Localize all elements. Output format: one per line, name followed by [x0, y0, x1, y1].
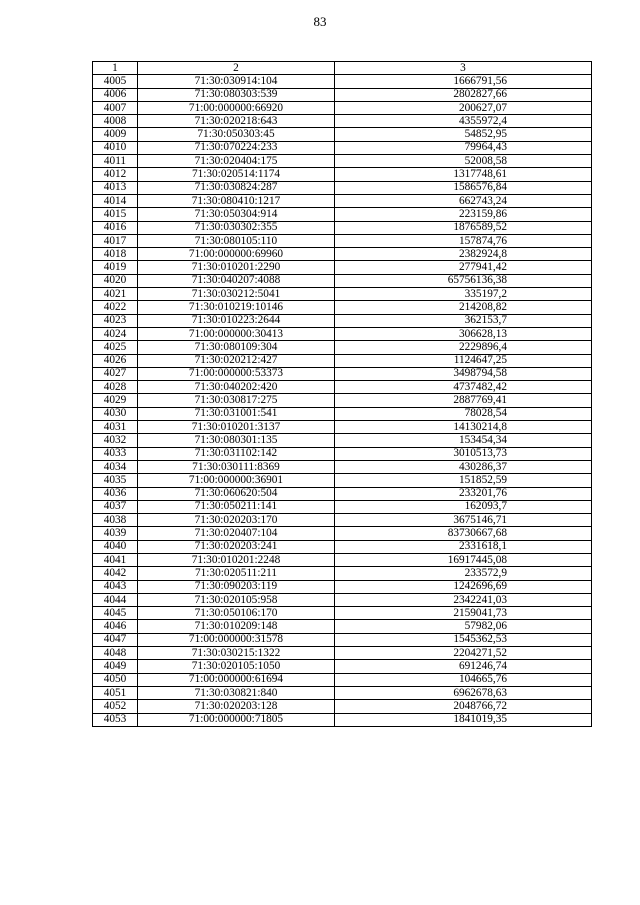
value-cell: 65756136,38: [335, 274, 592, 287]
row-index-cell: 4023: [93, 314, 138, 327]
value-cell: 1545362,53: [335, 633, 592, 646]
value-cell: 335197,2: [335, 288, 592, 301]
row-index-cell: 4051: [93, 686, 138, 699]
cadastral-number-cell: 71:30:020203:128: [138, 700, 335, 713]
value-cell: 2342241,03: [335, 593, 592, 606]
cadastral-number-cell: 71:00:000000:69960: [138, 248, 335, 261]
value-cell: 78028,54: [335, 407, 592, 420]
value-cell: 2802827,66: [335, 88, 592, 101]
row-index-cell: 4011: [93, 155, 138, 168]
table-row: [93, 580, 592, 593]
cadastral-number-cell: 71:30:010209:148: [138, 620, 335, 633]
table-row: [93, 447, 592, 460]
row-index-cell: 4050: [93, 673, 138, 686]
cadastral-number-cell: 71:30:050211:141: [138, 500, 335, 513]
cadastral-number-cell: 71:30:030111:8369: [138, 460, 335, 473]
table-row: [93, 141, 592, 154]
table-row: [93, 593, 592, 606]
table-row: [93, 567, 592, 580]
value-cell: 362153,7: [335, 314, 592, 327]
row-index-cell: 4031: [93, 421, 138, 434]
cadastral-number-cell: 71:30:050304:914: [138, 208, 335, 221]
row-index-cell: 4026: [93, 354, 138, 367]
cadastral-number-cell: 71:30:030817:275: [138, 394, 335, 407]
row-index-cell: 4033: [93, 447, 138, 460]
value-cell: 54852,95: [335, 128, 592, 141]
row-index-cell: 4015: [93, 208, 138, 221]
row-index-cell: 4041: [93, 553, 138, 566]
row-index-cell: 4052: [93, 700, 138, 713]
table-row: [93, 660, 592, 673]
value-cell: 2887769,41: [335, 394, 592, 407]
value-cell: 1242696,69: [335, 580, 592, 593]
table-row: [93, 341, 592, 354]
cadastral-number-cell: 71:30:020218:643: [138, 115, 335, 128]
cadastral-number-cell: 71:30:020212:427: [138, 354, 335, 367]
table-row: [93, 460, 592, 473]
cadastral-number-cell: 71:30:031102:142: [138, 447, 335, 460]
value-cell: 233572,9: [335, 567, 592, 580]
cadastral-number-cell: 71:30:020203:241: [138, 540, 335, 553]
cadastral-number-cell: 71:30:010223:2644: [138, 314, 335, 327]
cadastral-number-cell: 71:30:010201:2290: [138, 261, 335, 274]
row-index-cell: 4018: [93, 248, 138, 261]
table-row: [93, 354, 592, 367]
table-row: [93, 168, 592, 181]
row-index-cell: 4030: [93, 407, 138, 420]
table-row: [93, 367, 592, 380]
value-cell: 430286,37: [335, 460, 592, 473]
table-row: [93, 527, 592, 540]
cadastral-number-cell: 71:30:010201:2248: [138, 553, 335, 566]
cadastral-number-cell: 71:30:020105:958: [138, 593, 335, 606]
table-row: [93, 274, 592, 287]
value-cell: 1586576,84: [335, 181, 592, 194]
row-index-cell: 4048: [93, 647, 138, 660]
value-cell: 691246,74: [335, 660, 592, 673]
value-cell: 57982,06: [335, 620, 592, 633]
table-row: [93, 75, 592, 88]
value-cell: 1124647,25: [335, 354, 592, 367]
value-cell: 2048766,72: [335, 700, 592, 713]
cadastral-number-cell: 71:00:000000:30413: [138, 327, 335, 340]
column-header-index: 1: [93, 62, 138, 75]
value-cell: 6962678,63: [335, 686, 592, 699]
value-cell: 1841019,35: [335, 713, 592, 726]
table-row: [93, 700, 592, 713]
value-cell: 52008,58: [335, 155, 592, 168]
table-header-row: [93, 62, 592, 75]
value-cell: 1666791,56: [335, 75, 592, 88]
cadastral-number-cell: 71:00:000000:71805: [138, 713, 335, 726]
value-cell: 306628,13: [335, 327, 592, 340]
table-row: [93, 288, 592, 301]
column-header-cadastral-number: 2: [138, 62, 335, 75]
cadastral-number-cell: 71:30:030215:1322: [138, 647, 335, 660]
table-row: [93, 553, 592, 566]
table-row: [93, 88, 592, 101]
table-row: [93, 101, 592, 114]
value-cell: 200627,07: [335, 101, 592, 114]
table-row: [93, 407, 592, 420]
table-row: [93, 115, 592, 128]
row-index-cell: 4045: [93, 607, 138, 620]
cadastral-number-cell: 71:30:020407:104: [138, 527, 335, 540]
value-cell: 1317748,61: [335, 168, 592, 181]
table-row: [93, 713, 592, 726]
value-cell: 277941,42: [335, 261, 592, 274]
value-cell: 3675146,71: [335, 514, 592, 527]
row-index-cell: 4013: [93, 181, 138, 194]
table-row: [93, 434, 592, 447]
table-row: [93, 155, 592, 168]
row-index-cell: 4046: [93, 620, 138, 633]
value-cell: 162093,7: [335, 500, 592, 513]
row-index-cell: 4016: [93, 221, 138, 234]
value-cell: 2331618,1: [335, 540, 592, 553]
row-index-cell: 4053: [93, 713, 138, 726]
row-index-cell: 4047: [93, 633, 138, 646]
row-index-cell: 4034: [93, 460, 138, 473]
cadastral-number-cell: 71:00:000000:66920: [138, 101, 335, 114]
cadastral-number-cell: 71:30:080303:539: [138, 88, 335, 101]
row-index-cell: 4044: [93, 593, 138, 606]
cadastral-number-cell: 71:30:030212:5041: [138, 288, 335, 301]
row-index-cell: 4007: [93, 101, 138, 114]
value-cell: 2229896,4: [335, 341, 592, 354]
row-index-cell: 4025: [93, 341, 138, 354]
cadastral-number-cell: 71:30:080105:110: [138, 234, 335, 247]
row-index-cell: 4032: [93, 434, 138, 447]
table-row: [93, 181, 592, 194]
value-cell: 233201,76: [335, 487, 592, 500]
cadastral-number-cell: 71:30:030914:104: [138, 75, 335, 88]
value-cell: 3498794,58: [335, 367, 592, 380]
row-index-cell: 4042: [93, 567, 138, 580]
table-row: [93, 128, 592, 141]
cadastral-number-cell: 71:30:040202:420: [138, 381, 335, 394]
value-cell: 83730667,68: [335, 527, 592, 540]
cadastral-number-cell: 71:00:000000:36901: [138, 474, 335, 487]
row-index-cell: 4019: [93, 261, 138, 274]
cadastral-number-cell: 71:00:000000:31578: [138, 633, 335, 646]
table-row: [93, 381, 592, 394]
row-index-cell: 4017: [93, 234, 138, 247]
cadastral-number-cell: 71:30:080410:1217: [138, 194, 335, 207]
value-cell: 14130214,8: [335, 421, 592, 434]
row-index-cell: 4014: [93, 194, 138, 207]
row-index-cell: 4006: [93, 88, 138, 101]
cadastral-number-cell: 71:30:030824:287: [138, 181, 335, 194]
value-cell: 1876589,52: [335, 221, 592, 234]
table-row: [93, 248, 592, 261]
cadastral-number-cell: 71:30:020511:211: [138, 567, 335, 580]
value-cell: 16917445,08: [335, 553, 592, 566]
table-body: [93, 75, 592, 727]
row-index-cell: 4040: [93, 540, 138, 553]
table-row: [93, 633, 592, 646]
table-row: [93, 647, 592, 660]
cadastral-number-cell: 71:30:030302:355: [138, 221, 335, 234]
row-index-cell: 4038: [93, 514, 138, 527]
row-index-cell: 4039: [93, 527, 138, 540]
row-index-cell: 4029: [93, 394, 138, 407]
row-index-cell: 4049: [93, 660, 138, 673]
cadastral-number-cell: 71:30:010219:10146: [138, 301, 335, 314]
table-row: [93, 673, 592, 686]
cadastral-number-cell: 71:30:060620:504: [138, 487, 335, 500]
table-row: [93, 234, 592, 247]
table-row: [93, 221, 592, 234]
cadastral-number-cell: 71:30:090203:119: [138, 580, 335, 593]
table-row: [93, 500, 592, 513]
row-index-cell: 4020: [93, 274, 138, 287]
value-cell: 151852,59: [335, 474, 592, 487]
row-index-cell: 4035: [93, 474, 138, 487]
value-cell: 214208,82: [335, 301, 592, 314]
row-index-cell: 4009: [93, 128, 138, 141]
value-cell: 3010513,73: [335, 447, 592, 460]
value-cell: 223159,86: [335, 208, 592, 221]
cadastral-value-table: [92, 61, 592, 727]
cadastral-number-cell: 71:30:010201:3137: [138, 421, 335, 434]
table-row: [93, 194, 592, 207]
value-cell: 2382924,8: [335, 248, 592, 261]
cadastral-number-cell: 71:30:050106:170: [138, 607, 335, 620]
table-row: [93, 394, 592, 407]
cadastral-number-cell: 71:30:080109:304: [138, 341, 335, 354]
page-number: 83: [313, 14, 327, 29]
table-row: [93, 540, 592, 553]
value-cell: 153454,34: [335, 434, 592, 447]
table-row: [93, 620, 592, 633]
row-index-cell: 4036: [93, 487, 138, 500]
table-row: [93, 301, 592, 314]
row-index-cell: 4028: [93, 381, 138, 394]
cadastral-number-cell: 71:30:020514:1174: [138, 168, 335, 181]
column-header-value: 3: [335, 62, 592, 75]
cadastral-number-cell: 71:30:020203:170: [138, 514, 335, 527]
row-index-cell: 4043: [93, 580, 138, 593]
cadastral-number-cell: 71:00:000000:61694: [138, 673, 335, 686]
value-cell: 2159041,73: [335, 607, 592, 620]
cadastral-number-cell: 71:30:020105:1050: [138, 660, 335, 673]
row-index-cell: 4027: [93, 367, 138, 380]
table-row: [93, 514, 592, 527]
table-row: [93, 686, 592, 699]
value-cell: 157874,76: [335, 234, 592, 247]
row-index-cell: 4037: [93, 500, 138, 513]
table-row: [93, 474, 592, 487]
cadastral-number-cell: 71:30:040207:4088: [138, 274, 335, 287]
value-cell: 662743,24: [335, 194, 592, 207]
table-row: [93, 314, 592, 327]
row-index-cell: 4022: [93, 301, 138, 314]
table-row: [93, 208, 592, 221]
cadastral-number-cell: 71:30:080301:135: [138, 434, 335, 447]
cadastral-number-cell: 71:30:020404:175: [138, 155, 335, 168]
cadastral-number-cell: 71:00:000000:53373: [138, 367, 335, 380]
table-row: [93, 327, 592, 340]
row-index-cell: 4021: [93, 288, 138, 301]
cadastral-number-cell: 71:30:031001:541: [138, 407, 335, 420]
value-cell: 104665,76: [335, 673, 592, 686]
table-row: [93, 421, 592, 434]
table-row: [93, 487, 592, 500]
value-cell: 2204271,52: [335, 647, 592, 660]
row-index-cell: 4005: [93, 75, 138, 88]
table-row: [93, 607, 592, 620]
value-cell: 4355972,4: [335, 115, 592, 128]
cadastral-number-cell: 71:30:070224:233: [138, 141, 335, 154]
value-cell: 79964,43: [335, 141, 592, 154]
row-index-cell: 4012: [93, 168, 138, 181]
cadastral-number-cell: 71:30:030821:840: [138, 686, 335, 699]
row-index-cell: 4008: [93, 115, 138, 128]
cadastral-number-cell: 71:30:050303:45: [138, 128, 335, 141]
table-row: [93, 261, 592, 274]
value-cell: 4737482,42: [335, 381, 592, 394]
row-index-cell: 4010: [93, 141, 138, 154]
row-index-cell: 4024: [93, 327, 138, 340]
